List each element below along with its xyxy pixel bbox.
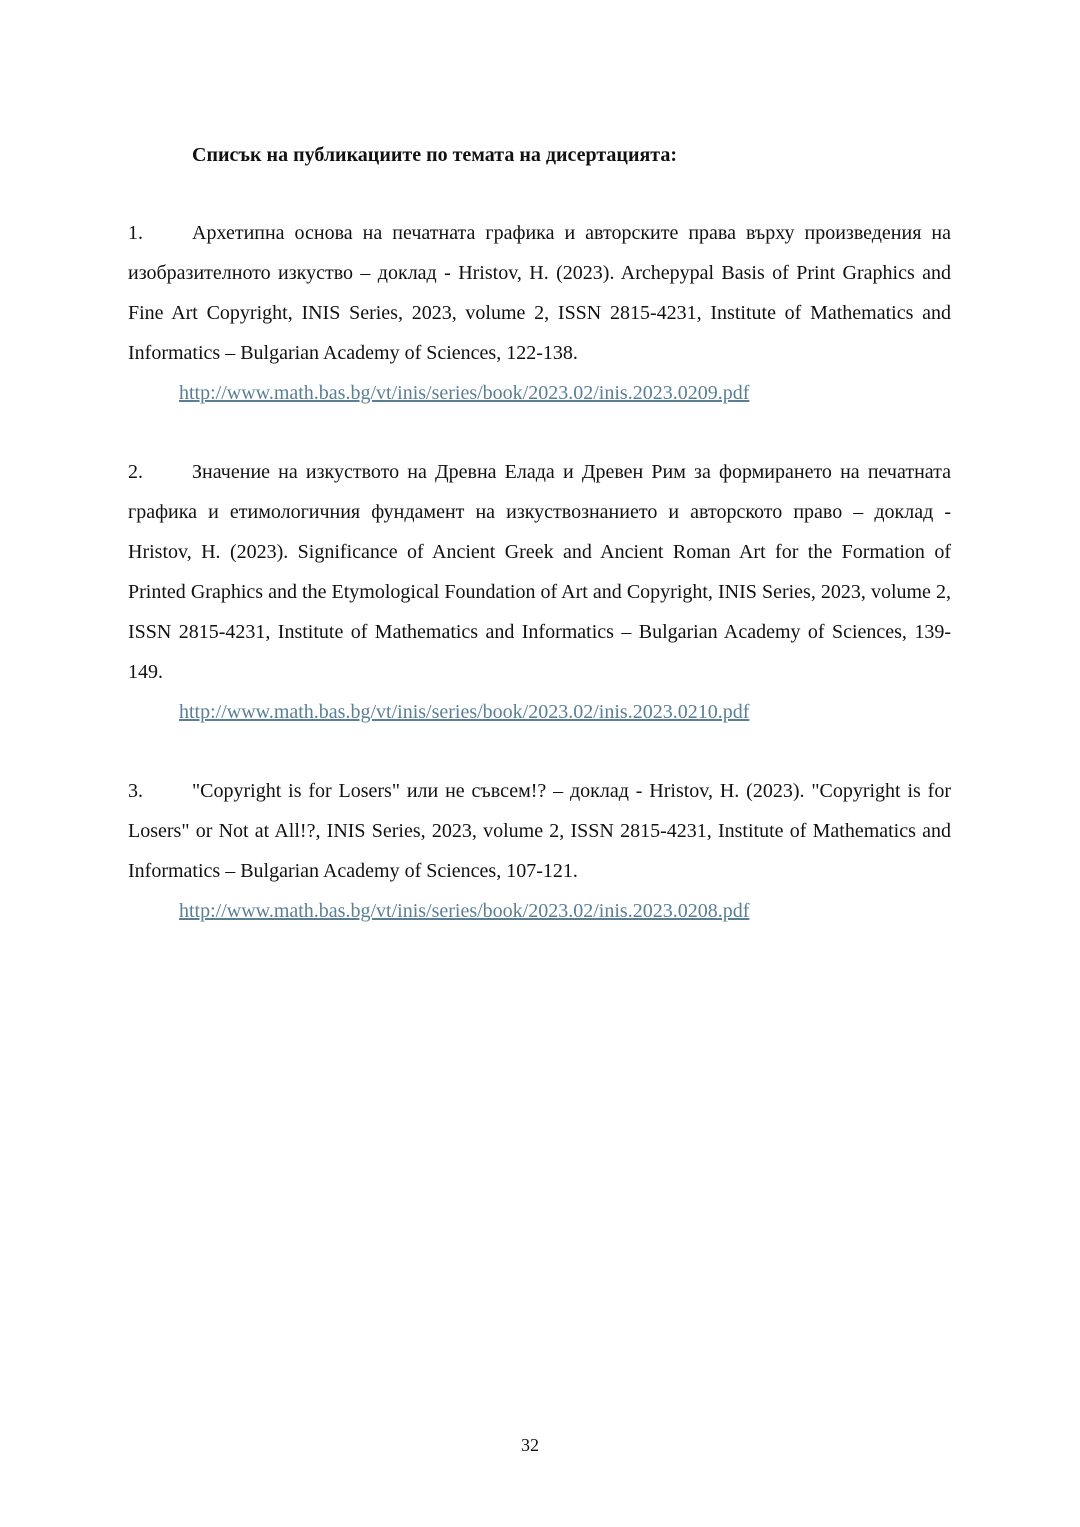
publication-description: Архетипна основа на печатната графика и авторските права върху произведения на изобразителното изкуство – доклад - Hristov, H. (2023). Archepypal Basis of Print Graphics and Fine Art Copyright, INIS Series, 2023, volume 2, ISSN 2815-4231, Institute of Mathematics and Informatics – Bulgarian Academy of Sciences, 122-138. [128,222,951,364]
publication-text [128,213,951,373]
publication-item [128,452,951,732]
publications-heading: Списък на публикациите по темата на дисертацията: [192,144,678,166]
publication-description: Значение на изкуството на Древна Елада и Древен Рим за формирането на печатната графика и етимологичния фундамент на изкуствознанието и авторското право – доклад - Hristov, H. (2023). Significance of Ancient Greek and Ancient Roman Art for the Formation of Printed Graphics and the Etymological Foundation of Art and Copyright, INIS Series, 2023, volume 2, ISSN 2815-4231, Institute of Mathematics and Informatics – Bulgarian Academy of Sciences, 139-149. [128,461,951,683]
publication-number: 3. [128,780,143,802]
publication-link[interactable]: http://www.math.bas.bg/vt/inis/series/book/2023.02/inis.2023.0208.pdf [179,900,750,922]
publication-number: 1. [128,222,143,244]
publication-number: 2. [128,461,143,483]
publication-link[interactable]: http://www.math.bas.bg/vt/inis/series/book/2023.02/inis.2023.0209.pdf [179,382,750,404]
publication-item [128,771,951,931]
publication-text [128,771,951,891]
page-number: 32 [521,1435,539,1455]
publication-link[interactable]: http://www.math.bas.bg/vt/inis/series/book/2023.02/inis.2023.0210.pdf [179,701,750,723]
publication-text [128,452,951,692]
publication-description: "Copyright is for Losers" или не съвсем!? – доклад - Hristov, H. (2023). "Copyright is for Losers" or Not at All!?, INIS Series, 2023, volume 2, ISSN 2815-4231, Institute of Mathematics and Informatics – Bulgarian Academy of Sciences, 107-121. [128,780,951,882]
publication-item [128,213,951,413]
